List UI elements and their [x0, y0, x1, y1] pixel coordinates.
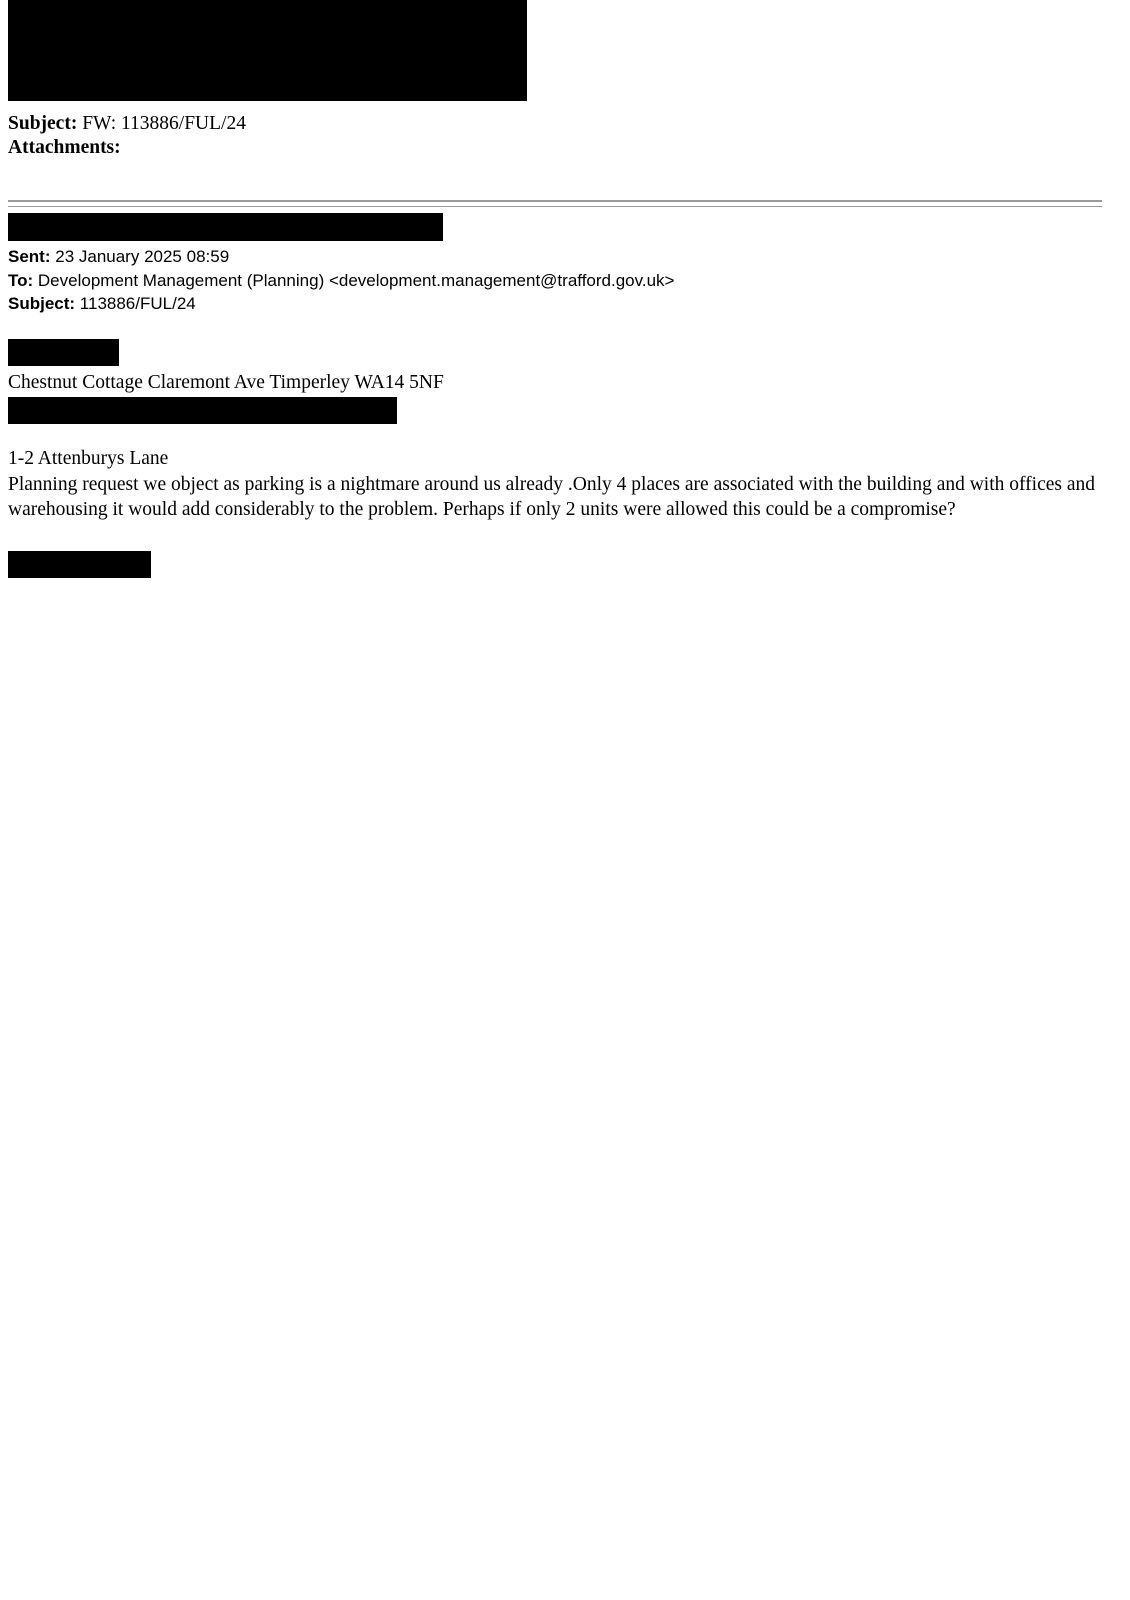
meta-sent-label: Sent: [8, 247, 51, 266]
divider-line-bottom [8, 206, 1102, 207]
header-attachments-row [8, 136, 1108, 160]
divider-line-top [8, 200, 1102, 202]
meta-subject-label: Subject: [8, 294, 76, 313]
meta-subject-row [8, 292, 1108, 316]
email-body [8, 446, 1098, 523]
header-attachments-label: Attachments: [8, 137, 121, 158]
redaction-block-contact [8, 397, 397, 424]
redaction-block-from [8, 213, 443, 241]
email-header-block [8, 112, 1108, 160]
meta-subject-value: 113886/FUL/24 [79, 294, 196, 313]
redaction-block-name [8, 339, 119, 366]
meta-sent-row [8, 245, 1108, 269]
meta-to-value: Development Management (Planning) <development.management@trafford.gov.uk> [37, 270, 675, 290]
body-paragraph-line-2: warehousing it would add considerably to the problem. Perhaps if only 2 units were allowed this could be a compromise? [8, 499, 956, 520]
header-subject-row [8, 112, 1108, 136]
header-subject-value: FW: 113886/FUL/24 [82, 113, 246, 134]
meta-to-row [8, 269, 1108, 293]
body-site-line: 1-2 Attenburys Lane [8, 448, 169, 469]
header-subject-label: Subject: [8, 113, 78, 134]
meta-to-label: To: [8, 270, 34, 290]
email-meta-block [8, 245, 1108, 316]
redaction-block-header [8, 0, 527, 101]
sender-address-line: Chestnut Cottage Claremont Ave Timperley WA14 5NF [8, 372, 444, 393]
meta-sent-value: 23 January 2025 08:59 [55, 247, 230, 266]
redaction-block-signature [8, 551, 151, 578]
body-paragraph-line-1: Planning request we object as parking is a nightmare around us already .Only 4 places are associated with the building and with offices and [8, 473, 1096, 495]
